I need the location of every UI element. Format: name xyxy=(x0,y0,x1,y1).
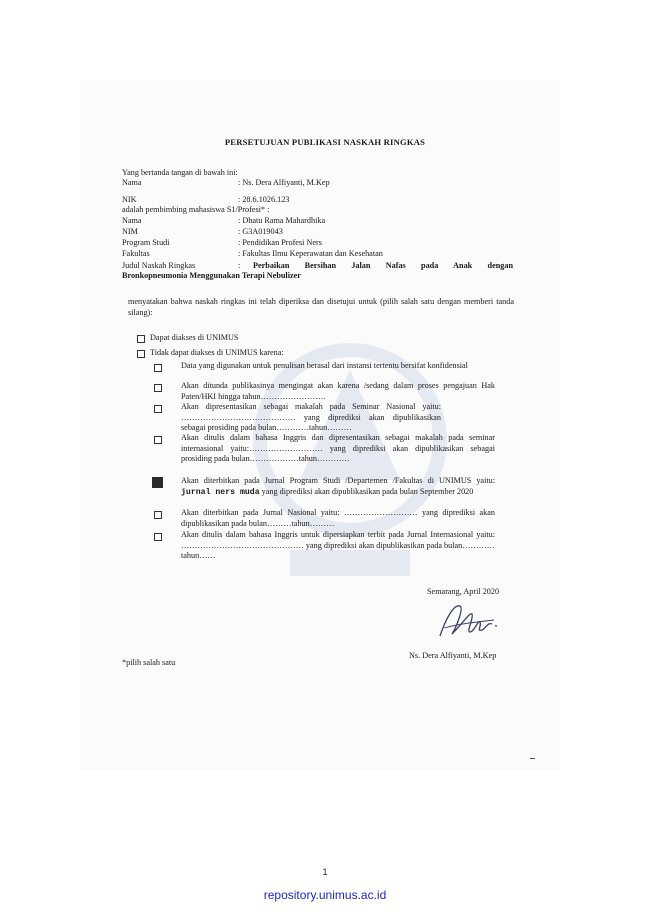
student-fakultas-label: Fakultas xyxy=(122,249,150,258)
student-judul-colon: : xyxy=(238,261,241,270)
place-date: Semarang, April 2020 xyxy=(427,587,500,596)
checkbox-reason-7[interactable] xyxy=(154,533,162,541)
reason-7-text: Akan ditulis dalam bahasa Inggris untuk dipersiapkan terbit pada Jurnal Internasional yaitu: ……………………………………… yang diprediksi akan dipublikasikan pada bulan…………tahun…… xyxy=(181,530,495,560)
checkbox-reason-6[interactable] xyxy=(154,511,162,519)
student-nama-label: Nama xyxy=(122,216,142,225)
footnote: *pilih salah satu xyxy=(122,658,176,667)
reason-3-text: Akan dipresentasikan sebagai makalah pada Seminar Nasional yaitu: …………………………………… yang diprediksi akan dipublikasikan sebagai prosiding pada bulan…………tahun……… xyxy=(181,402,441,432)
checkbox-reason-1[interactable] xyxy=(154,364,162,372)
checkbox-reason-2[interactable] xyxy=(154,384,162,392)
reason-5-text xyxy=(181,476,495,498)
student-nama-value: : Dhatu Rama Mahardhika xyxy=(238,216,326,225)
page-number: 1 xyxy=(322,867,328,877)
page-title: PERSETUJUAN PUBLIKASI NASKAH RINGKAS xyxy=(224,137,426,147)
checkbox-reason-5-checked[interactable] xyxy=(152,477,163,488)
reason-5-part-b: yang diprediksi akan dipublikasikan pada bulan September 2020 xyxy=(261,486,474,496)
checkbox-option-2[interactable] xyxy=(137,350,145,358)
reason-5-part-a: Akan diterbitkan pada Jurnal Program Studi /Departemen /Fakultas di UNIMUS yaitu: xyxy=(181,476,495,485)
option-1-label: Dapat diakses di UNIMUS xyxy=(150,333,239,342)
checkbox-reason-3[interactable] xyxy=(154,405,162,413)
intro-text: Yang bertanda tangan di bawah ini: xyxy=(122,168,238,177)
statement-paragraph: menyatakan bahwa naskah ringkas ini telah diperiksa dan disetujui untuk (pilih salah satu dengan memberi tanda silang): xyxy=(128,297,514,317)
handwritten-signature xyxy=(432,598,502,644)
student-prodi-label: Program Studi xyxy=(122,238,170,247)
reason-5-journal: jurnal ners muda xyxy=(181,487,260,497)
student-judul-label: Judul Naskah Ringkas xyxy=(122,261,196,270)
student-nim-value: : G3A019043 xyxy=(238,227,283,236)
reason-6-text: Akan diterbitkan pada Jurnal Nasional yaitu: ……………………… yang diprediksi akan dipublikasikan pada bulan………tahun……… xyxy=(181,508,495,528)
signature-name: Ns. Dera Alfiyanti, M.Kep xyxy=(409,651,497,660)
reason-2-text: Akan ditunda publikasinya mengingat akan karena /sedang dalam proses pengajuan Hak Paten/HKI hingga tahun…………………… xyxy=(181,381,495,401)
student-prodi-value: : Pendidikan Profesi Ners xyxy=(238,238,322,247)
signer-nama-label: Nama xyxy=(122,178,142,187)
repository-link[interactable]: repository.unimus.ac.id xyxy=(263,888,387,902)
option-2-label: Tidak dapat diakses di UNIMUS karena: xyxy=(150,348,284,357)
student-fakultas-value: : Fakultas Ilmu Keperawatan dan Kesehatan xyxy=(238,249,383,258)
scan-mark xyxy=(530,758,535,759)
signer-nama-value: : Ns. Dera Alfiyanti, M.Kep xyxy=(238,178,330,187)
signer-nik-value: : 28.6.1026.123 xyxy=(238,195,290,204)
checkbox-option-1[interactable] xyxy=(137,335,145,343)
pembimbing-line: adalah pembimbing mahasiswa S1/Profesi* : xyxy=(122,205,270,214)
student-nim-label: NIM xyxy=(122,227,138,236)
signer-nik-label: NIK xyxy=(122,195,137,204)
checkbox-reason-4[interactable] xyxy=(154,436,162,444)
reason-4-text: Akan ditulis dalam bahasa Inggris dan dipresentasikan sebagai makalah pada seminar internasional yaitu:……………………… yang diprediksi akan dipublikasikan sebagai prosiding pada bulan………………tahun………… xyxy=(181,433,495,463)
student-judul-line1: Perbaikan Bersihan Jalan Nafas pada Anak dengan xyxy=(253,261,513,270)
reason-1-text: Data yang digunakan untuk penulisan berasal dari instansi tertentu bersifat konfidensial xyxy=(181,361,468,370)
student-judul-line2: Bronkopneumonia Menggunakan Terapi Nebulizer xyxy=(122,271,301,280)
